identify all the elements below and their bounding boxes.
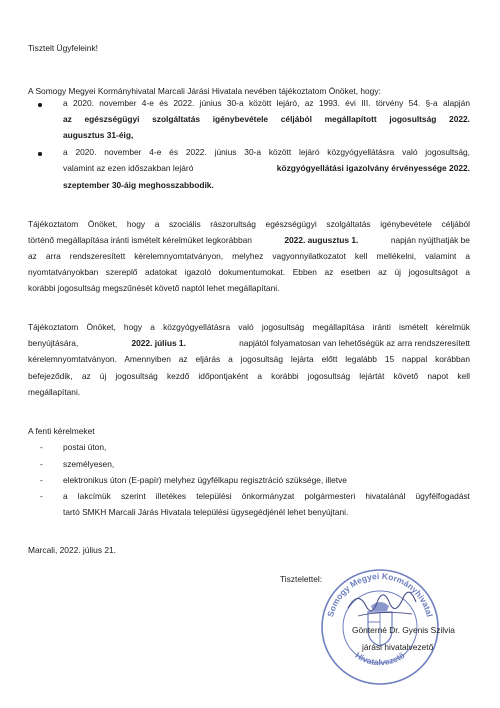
bullet2-line2-bold: közgyógyellátási igazolvány érvényessége 2022. [276,163,470,173]
place-date: Marcali, 2022. július 21. [28,545,116,555]
para2-line2-c: napjától folyamatosan van lehetőségük az arra rendszeresített [239,338,470,348]
closing: Tisztelettel: [280,574,323,584]
para2-line2-a: benyújtására, [28,338,79,348]
para2-line2-date: 2022. július 1. [131,338,186,348]
para1-line2 [28,235,470,246]
para1-line4: nyomtatványokban szereplő adatokat igazoló dokumentumokat. Ebben az esetben az új jogosultságot a [28,267,470,277]
signer-title: járási hivatalvezető [362,642,434,652]
list-dash: - [40,475,43,485]
para1-line3: az arra rendszeresített kérelemnyomtatványon, melyhez vagyonnyilatkozatot kell mellékelni, valamint a [28,251,470,261]
para2-line1: Tájékoztatom Önöket, hogy a közgyógyellátásra való jogosultság megállapítása iránti ismételt kérelmük [28,322,470,332]
bullet-dot [38,152,42,156]
para1-line5: korábbi jogosultság megszűnését követő naptól lehet megállapítani. [28,283,280,293]
list-dash: - [40,442,43,452]
svg-text:Somogy Megyei Kormányhivatal: Somogy Megyei Kormányhivatal [325,570,435,618]
bullet2-line1: a 2020. november 4-e és 2022. június 30-a között lejáró közgyógyellátásra való jogosultság, [63,147,470,157]
bullet2-line2 [63,163,470,174]
channel-item: személyesen, [63,459,115,469]
bullet2-line3: szeptember 30-áig meghosszabbodik. [63,180,214,190]
intro-text: A Somogy Megyei Kormányhivatal Marcali Járási Hivatala nevében tájékoztatom Önöket, hogy: [28,86,381,96]
channels-intro: A fenti kérelmeket [28,426,95,436]
list-dash: - [40,459,43,469]
para2-line2 [28,338,470,349]
para1-line2-a: történő megállapítása iránti ismételt kérelmüket legkorábban [28,235,252,245]
para1-line2-date: 2022. augusztus 1. [284,235,359,245]
bullet1-line3: augusztus 31-éig, [63,130,134,140]
signer-name: Gönterné Dr. Gyenis Szilvia [352,625,455,635]
para2-line4: befejeződik, az új jogosultság kezdő időpontjaként a korábbi jogosultság lejártát követő napot kell [28,371,470,381]
greeting: Tisztelt Ügyfeleink! [28,43,98,53]
bullet1-line2: az egészségügyi szolgáltatás igénybevétele céljából megállapított jogosultság 2022. [63,114,470,124]
para2-line5: megállapítani. [28,387,81,397]
channel-item: a lakcímük szerint illetékes települési önkormányzat polgármesteri hivatalánál ügyfélfogadást [63,491,470,501]
bullet-dot [38,103,42,107]
list-dash: - [40,491,43,501]
bullet1-line1: a 2020. november 4-e és 2022. június 30-a között lejáró, az 1993. évi III. törvény 54. §-a alapján [63,98,470,108]
para1-line2-c: napján nyújthatják be [390,235,470,245]
channel-item: elektronikus úton (E-papír) melyhez ügyfélkapu regisztráció szüksége, illetve [63,475,347,485]
channel-item: postai úton, [63,442,107,452]
svg-text:Hivatalvezető: Hivatalvezető [353,650,407,668]
para1-line1: Tájékoztatom Önöket, hogy a szociális rászorultság egészségügyi szolgáltatás igénybevétele céljából [28,219,470,229]
channel-item-line2: tartó SMKH Marcali Járás Hivatala települési ügysegédjénél lehet benyújtani. [63,507,349,517]
bullet2-line2-normal: valamint az ezen időszakban lejáró [63,163,194,173]
para2-line3: kérelemnyomtatványon. Amennyiben az eljárás a jogosultság lejárta előtt legalább 15 nappal korábban [28,354,470,364]
